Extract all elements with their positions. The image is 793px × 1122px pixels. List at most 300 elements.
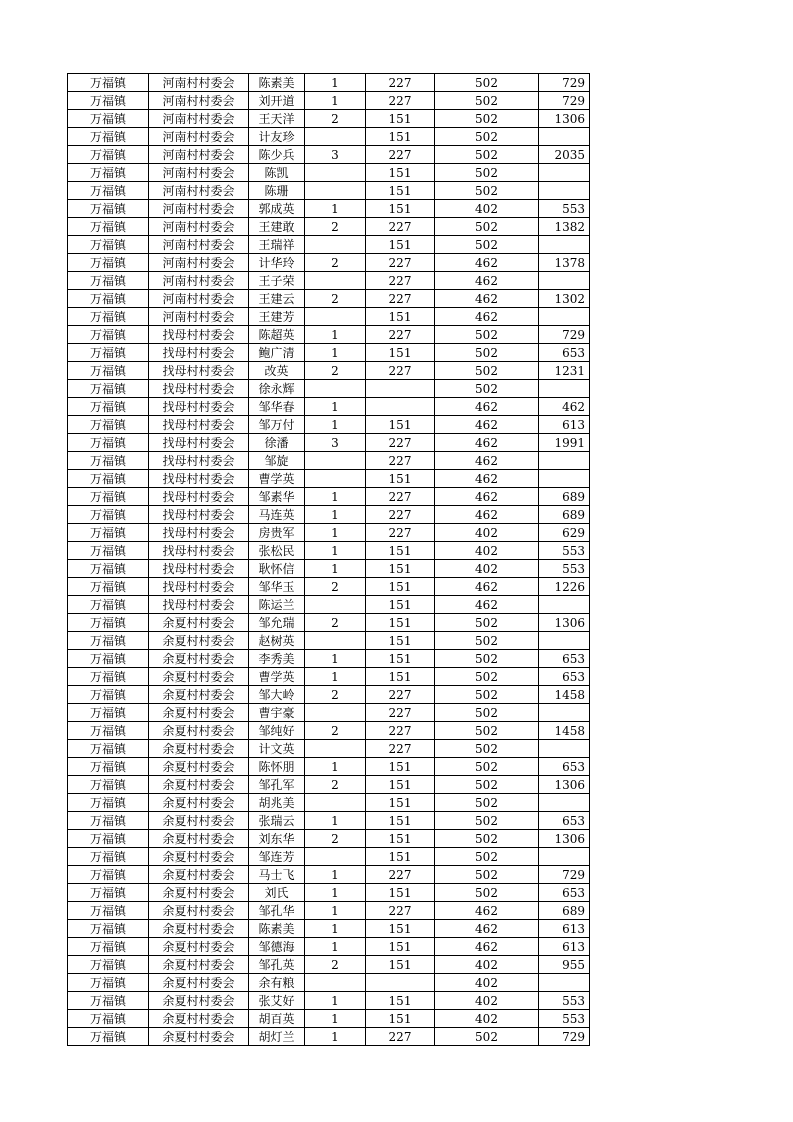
count-cell: 2 (305, 218, 366, 236)
total-cell: 1306 (539, 110, 590, 128)
village-cell: 找母村村委会 (149, 326, 249, 344)
amount-a-cell: 227 (366, 146, 435, 164)
town-cell: 万福镇 (68, 578, 149, 596)
amount-b-cell: 402 (435, 560, 539, 578)
total-cell: 629 (539, 524, 590, 542)
village-cell: 河南村村委会 (149, 236, 249, 254)
table-row (68, 704, 590, 722)
amount-a-cell: 227 (366, 704, 435, 722)
table-row (68, 686, 590, 704)
amount-b-cell: 462 (435, 290, 539, 308)
village-cell: 河南村村委会 (149, 254, 249, 272)
count-cell (305, 452, 366, 470)
village-cell: 找母村村委会 (149, 362, 249, 380)
name-cell: 余有粮 (249, 974, 305, 992)
amount-b-cell: 502 (435, 164, 539, 182)
amount-b-cell: 502 (435, 182, 539, 200)
table-row (68, 920, 590, 938)
table-row (68, 362, 590, 380)
amount-b-cell: 462 (435, 416, 539, 434)
village-cell: 河南村村委会 (149, 200, 249, 218)
village-cell: 余夏村村委会 (149, 650, 249, 668)
amount-a-cell: 227 (366, 326, 435, 344)
count-cell (305, 182, 366, 200)
table-body (68, 74, 590, 1046)
name-cell: 徐永辉 (249, 380, 305, 398)
amount-b-cell: 462 (435, 308, 539, 326)
town-cell: 万福镇 (68, 524, 149, 542)
count-cell: 1 (305, 938, 366, 956)
village-cell: 河南村村委会 (149, 74, 249, 92)
table-row (68, 506, 590, 524)
name-cell: 曹学英 (249, 668, 305, 686)
name-cell: 陈凯 (249, 164, 305, 182)
count-cell (305, 272, 366, 290)
name-cell: 胡兆美 (249, 794, 305, 812)
amount-a-cell: 227 (366, 218, 435, 236)
amount-b-cell: 402 (435, 992, 539, 1010)
amount-b-cell: 462 (435, 506, 539, 524)
name-cell: 刘东华 (249, 830, 305, 848)
total-cell (539, 236, 590, 254)
count-cell: 2 (305, 956, 366, 974)
total-cell: 653 (539, 884, 590, 902)
name-cell: 王天洋 (249, 110, 305, 128)
town-cell: 万福镇 (68, 434, 149, 452)
table-row (68, 110, 590, 128)
town-cell: 万福镇 (68, 542, 149, 560)
name-cell: 邹华玉 (249, 578, 305, 596)
town-cell: 万福镇 (68, 632, 149, 650)
amount-b-cell: 502 (435, 884, 539, 902)
amount-b-cell: 502 (435, 704, 539, 722)
name-cell: 邹允瑞 (249, 614, 305, 632)
table-row (68, 398, 590, 416)
total-cell: 462 (539, 398, 590, 416)
total-cell (539, 974, 590, 992)
total-cell: 553 (539, 200, 590, 218)
village-cell: 余夏村村委会 (149, 776, 249, 794)
amount-b-cell: 462 (435, 488, 539, 506)
total-cell (539, 704, 590, 722)
amount-a-cell: 151 (366, 614, 435, 632)
town-cell: 万福镇 (68, 506, 149, 524)
amount-b-cell: 502 (435, 344, 539, 362)
total-cell: 2035 (539, 146, 590, 164)
amount-b-cell: 502 (435, 92, 539, 110)
village-cell: 河南村村委会 (149, 182, 249, 200)
amount-a-cell: 227 (366, 1028, 435, 1046)
village-cell: 余夏村村委会 (149, 920, 249, 938)
count-cell (305, 632, 366, 650)
table-row (68, 182, 590, 200)
table-row (68, 758, 590, 776)
table-row (68, 164, 590, 182)
amount-a-cell: 151 (366, 542, 435, 560)
total-cell (539, 470, 590, 488)
count-cell: 1 (305, 992, 366, 1010)
total-cell: 553 (539, 992, 590, 1010)
total-cell: 1378 (539, 254, 590, 272)
village-cell: 找母村村委会 (149, 542, 249, 560)
count-cell: 1 (305, 902, 366, 920)
town-cell: 万福镇 (68, 830, 149, 848)
amount-b-cell: 462 (435, 902, 539, 920)
town-cell: 万福镇 (68, 344, 149, 362)
total-cell: 1231 (539, 362, 590, 380)
amount-b-cell: 462 (435, 470, 539, 488)
name-cell: 张艾好 (249, 992, 305, 1010)
name-cell: 计华玲 (249, 254, 305, 272)
town-cell: 万福镇 (68, 650, 149, 668)
total-cell (539, 794, 590, 812)
total-cell: 1991 (539, 434, 590, 452)
count-cell (305, 740, 366, 758)
count-cell: 1 (305, 668, 366, 686)
amount-b-cell: 502 (435, 218, 539, 236)
name-cell: 邹孔英 (249, 956, 305, 974)
amount-a-cell: 151 (366, 794, 435, 812)
table-row (68, 146, 590, 164)
amount-a-cell: 151 (366, 812, 435, 830)
name-cell: 胡百英 (249, 1010, 305, 1028)
count-cell: 1 (305, 92, 366, 110)
amount-a-cell: 151 (366, 596, 435, 614)
town-cell: 万福镇 (68, 164, 149, 182)
count-cell: 1 (305, 506, 366, 524)
name-cell: 刘氏 (249, 884, 305, 902)
amount-b-cell: 402 (435, 974, 539, 992)
name-cell: 陈珊 (249, 182, 305, 200)
amount-a-cell: 151 (366, 1010, 435, 1028)
count-cell: 1 (305, 1028, 366, 1046)
name-cell: 邹旋 (249, 452, 305, 470)
town-cell: 万福镇 (68, 668, 149, 686)
name-cell: 王子荣 (249, 272, 305, 290)
table-row (68, 1028, 590, 1046)
amount-a-cell: 151 (366, 632, 435, 650)
count-cell: 1 (305, 326, 366, 344)
table-row (68, 614, 590, 632)
total-cell: 1226 (539, 578, 590, 596)
table-row (68, 632, 590, 650)
amount-a-cell: 151 (366, 776, 435, 794)
amount-b-cell: 502 (435, 632, 539, 650)
total-cell: 653 (539, 344, 590, 362)
total-cell (539, 164, 590, 182)
name-cell: 郭成英 (249, 200, 305, 218)
total-cell: 1306 (539, 776, 590, 794)
total-cell (539, 452, 590, 470)
town-cell: 万福镇 (68, 758, 149, 776)
amount-b-cell: 502 (435, 74, 539, 92)
table-row (68, 722, 590, 740)
name-cell: 刘开道 (249, 92, 305, 110)
village-cell: 余夏村村委会 (149, 614, 249, 632)
amount-a-cell: 227 (366, 902, 435, 920)
table-row (68, 290, 590, 308)
name-cell: 徐潘 (249, 434, 305, 452)
town-cell: 万福镇 (68, 686, 149, 704)
table-row (68, 668, 590, 686)
amount-a-cell: 151 (366, 992, 435, 1010)
village-cell: 找母村村委会 (149, 434, 249, 452)
table-row (68, 560, 590, 578)
table-row (68, 524, 590, 542)
name-cell: 李秀美 (249, 650, 305, 668)
village-cell: 河南村村委会 (149, 218, 249, 236)
amount-b-cell: 502 (435, 146, 539, 164)
amount-b-cell: 502 (435, 848, 539, 866)
count-cell: 2 (305, 254, 366, 272)
village-cell: 余夏村村委会 (149, 740, 249, 758)
village-cell: 找母村村委会 (149, 578, 249, 596)
table-row (68, 884, 590, 902)
count-cell: 2 (305, 290, 366, 308)
village-cell: 余夏村村委会 (149, 704, 249, 722)
village-cell: 余夏村村委会 (149, 848, 249, 866)
town-cell: 万福镇 (68, 1010, 149, 1028)
village-cell: 河南村村委会 (149, 110, 249, 128)
table-row (68, 254, 590, 272)
amount-a-cell (366, 974, 435, 992)
town-cell: 万福镇 (68, 902, 149, 920)
village-cell: 河南村村委会 (149, 272, 249, 290)
village-cell: 余夏村村委会 (149, 722, 249, 740)
table-row (68, 866, 590, 884)
table-row (68, 848, 590, 866)
village-cell: 余夏村村委会 (149, 632, 249, 650)
count-cell: 1 (305, 1010, 366, 1028)
total-cell: 653 (539, 812, 590, 830)
name-cell: 耿怀信 (249, 560, 305, 578)
name-cell: 计文英 (249, 740, 305, 758)
total-cell: 689 (539, 488, 590, 506)
count-cell (305, 164, 366, 182)
town-cell: 万福镇 (68, 920, 149, 938)
name-cell: 邹连芳 (249, 848, 305, 866)
amount-b-cell: 502 (435, 614, 539, 632)
amount-a-cell: 227 (366, 740, 435, 758)
name-cell: 陈少兵 (249, 146, 305, 164)
name-cell: 王建云 (249, 290, 305, 308)
amount-a-cell: 227 (366, 362, 435, 380)
town-cell: 万福镇 (68, 794, 149, 812)
count-cell (305, 470, 366, 488)
count-cell (305, 236, 366, 254)
total-cell: 729 (539, 326, 590, 344)
village-cell: 找母村村委会 (149, 488, 249, 506)
total-cell: 729 (539, 92, 590, 110)
table-row (68, 812, 590, 830)
table-row (68, 434, 590, 452)
name-cell: 曹学英 (249, 470, 305, 488)
village-cell: 余夏村村委会 (149, 992, 249, 1010)
name-cell: 房贵军 (249, 524, 305, 542)
table-row (68, 272, 590, 290)
name-cell: 曹宇豪 (249, 704, 305, 722)
table-row (68, 1010, 590, 1028)
table-row (68, 956, 590, 974)
count-cell: 1 (305, 920, 366, 938)
count-cell: 2 (305, 776, 366, 794)
table-row (68, 308, 590, 326)
town-cell: 万福镇 (68, 74, 149, 92)
table-row (68, 776, 590, 794)
amount-b-cell: 502 (435, 1028, 539, 1046)
table-row (68, 488, 590, 506)
amount-b-cell: 502 (435, 686, 539, 704)
table-row (68, 470, 590, 488)
total-cell (539, 848, 590, 866)
town-cell: 万福镇 (68, 938, 149, 956)
count-cell: 3 (305, 434, 366, 452)
town-cell: 万福镇 (68, 884, 149, 902)
village-cell: 余夏村村委会 (149, 902, 249, 920)
count-cell: 1 (305, 560, 366, 578)
town-cell: 万福镇 (68, 290, 149, 308)
table-row (68, 542, 590, 560)
name-cell: 陈素美 (249, 920, 305, 938)
name-cell: 邹万付 (249, 416, 305, 434)
name-cell: 邹素华 (249, 488, 305, 506)
town-cell: 万福镇 (68, 218, 149, 236)
town-cell: 万福镇 (68, 1028, 149, 1046)
amount-a-cell: 227 (366, 524, 435, 542)
count-cell (305, 974, 366, 992)
amount-b-cell: 462 (435, 452, 539, 470)
amount-a-cell: 227 (366, 488, 435, 506)
town-cell: 万福镇 (68, 236, 149, 254)
amount-b-cell: 502 (435, 380, 539, 398)
amount-b-cell: 462 (435, 434, 539, 452)
table-row (68, 452, 590, 470)
total-cell (539, 740, 590, 758)
count-cell: 1 (305, 884, 366, 902)
total-cell: 553 (539, 542, 590, 560)
total-cell: 729 (539, 1028, 590, 1046)
village-cell: 余夏村村委会 (149, 758, 249, 776)
total-cell (539, 308, 590, 326)
town-cell: 万福镇 (68, 812, 149, 830)
count-cell (305, 596, 366, 614)
amount-b-cell: 462 (435, 398, 539, 416)
amount-b-cell: 502 (435, 830, 539, 848)
name-cell: 邹德海 (249, 938, 305, 956)
name-cell: 赵树英 (249, 632, 305, 650)
total-cell (539, 272, 590, 290)
town-cell: 万福镇 (68, 92, 149, 110)
count-cell: 2 (305, 722, 366, 740)
amount-a-cell: 227 (366, 686, 435, 704)
village-cell: 河南村村委会 (149, 92, 249, 110)
amount-b-cell: 462 (435, 938, 539, 956)
total-cell: 689 (539, 506, 590, 524)
village-cell: 余夏村村委会 (149, 956, 249, 974)
amount-a-cell: 151 (366, 560, 435, 578)
name-cell: 鲍广清 (249, 344, 305, 362)
town-cell: 万福镇 (68, 848, 149, 866)
count-cell: 1 (305, 488, 366, 506)
amount-a-cell: 151 (366, 758, 435, 776)
name-cell: 改英 (249, 362, 305, 380)
count-cell (305, 848, 366, 866)
count-cell: 2 (305, 578, 366, 596)
village-cell: 河南村村委会 (149, 308, 249, 326)
total-cell: 1458 (539, 722, 590, 740)
count-cell: 2 (305, 686, 366, 704)
town-cell: 万福镇 (68, 974, 149, 992)
town-cell: 万福镇 (68, 362, 149, 380)
amount-a-cell: 151 (366, 416, 435, 434)
village-cell: 找母村村委会 (149, 398, 249, 416)
town-cell: 万福镇 (68, 722, 149, 740)
amount-b-cell: 502 (435, 668, 539, 686)
amount-b-cell: 502 (435, 812, 539, 830)
name-cell: 马连英 (249, 506, 305, 524)
name-cell: 张瑞云 (249, 812, 305, 830)
table-row (68, 578, 590, 596)
village-cell: 找母村村委会 (149, 596, 249, 614)
total-cell: 653 (539, 668, 590, 686)
table-row (68, 92, 590, 110)
total-cell (539, 128, 590, 146)
count-cell: 1 (305, 416, 366, 434)
amount-a-cell: 227 (366, 290, 435, 308)
village-cell: 找母村村委会 (149, 524, 249, 542)
amount-a-cell: 151 (366, 128, 435, 146)
table-row (68, 938, 590, 956)
town-cell: 万福镇 (68, 326, 149, 344)
village-cell: 找母村村委会 (149, 344, 249, 362)
amount-a-cell: 151 (366, 884, 435, 902)
town-cell: 万福镇 (68, 416, 149, 434)
amount-a-cell: 227 (366, 272, 435, 290)
count-cell (305, 308, 366, 326)
table-row (68, 650, 590, 668)
amount-a-cell: 151 (366, 938, 435, 956)
table-row (68, 200, 590, 218)
count-cell (305, 704, 366, 722)
town-cell: 万福镇 (68, 182, 149, 200)
count-cell: 1 (305, 74, 366, 92)
total-cell: 553 (539, 1010, 590, 1028)
town-cell: 万福镇 (68, 110, 149, 128)
town-cell: 万福镇 (68, 956, 149, 974)
table-row (68, 128, 590, 146)
count-cell: 1 (305, 200, 366, 218)
name-cell: 邹孔军 (249, 776, 305, 794)
village-cell: 余夏村村委会 (149, 794, 249, 812)
total-cell: 729 (539, 74, 590, 92)
amount-b-cell: 502 (435, 776, 539, 794)
village-cell: 余夏村村委会 (149, 830, 249, 848)
table-row (68, 416, 590, 434)
amount-a-cell: 151 (366, 956, 435, 974)
total-cell (539, 632, 590, 650)
town-cell: 万福镇 (68, 470, 149, 488)
amount-b-cell: 502 (435, 758, 539, 776)
village-cell: 找母村村委会 (149, 452, 249, 470)
count-cell (305, 128, 366, 146)
town-cell: 万福镇 (68, 776, 149, 794)
count-cell: 1 (305, 542, 366, 560)
amount-a-cell: 151 (366, 308, 435, 326)
name-cell: 计友珍 (249, 128, 305, 146)
count-cell: 1 (305, 398, 366, 416)
amount-b-cell: 402 (435, 524, 539, 542)
total-cell: 689 (539, 902, 590, 920)
